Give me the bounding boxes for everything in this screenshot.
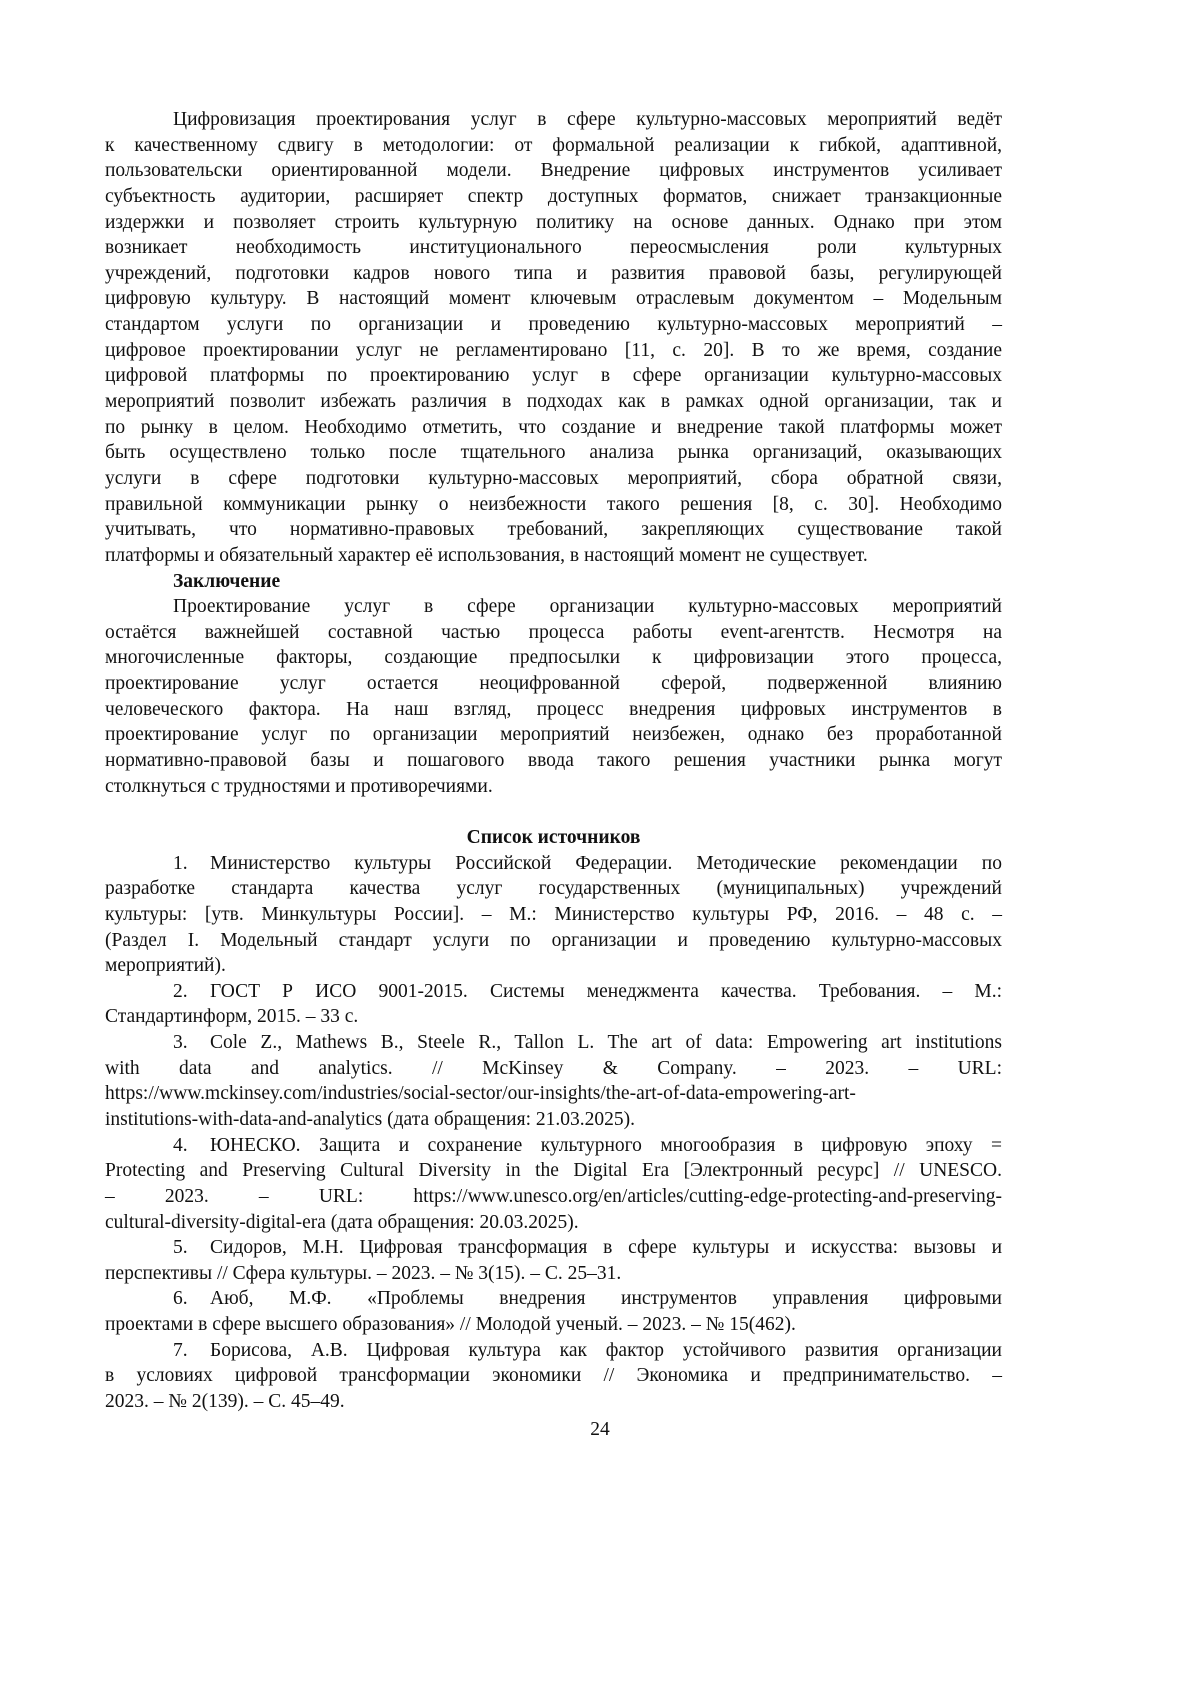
reference-number: 3.: [173, 1030, 210, 1056]
reference-item-line: [105, 1235, 1002, 1261]
paragraph-1-line: быть осуществлено только после тщательного анализа рынка организаций, оказывающих: [105, 440, 1002, 466]
reference-item-line: [105, 1056, 1002, 1082]
reference-item-line: [105, 1261, 1002, 1287]
paragraph-2-line: проектирование услуг по организации мероприятий неизбежен, однако без проработанной: [105, 722, 1002, 748]
reference-item-line: [105, 1286, 1002, 1312]
reference-text: Борисова, А.В. Цифровая культура как фактор устойчивого развития организации: [210, 1340, 1002, 1361]
reference-item-line: [105, 1030, 1002, 1056]
reference-item-line: [105, 1338, 1002, 1364]
conclusion-heading: Заключение: [105, 569, 1002, 595]
reference-number: 1.: [173, 851, 210, 877]
paragraph-2-line: столкнуться с трудностями и противоречиями.: [105, 774, 1002, 800]
reference-text: в условиях цифровой трансформации экономики // Экономика и предпринимательство. –: [105, 1365, 1002, 1386]
reference-text: Protecting and Preserving Cultural Diversity in the Digital Era [Электронный ресурс] // UNESCO.: [105, 1160, 1002, 1181]
blank-line: [105, 799, 1002, 825]
paragraph-1-line: издержки и позволяет строить культурную политику на основе данных. Однако при этом: [105, 210, 1002, 236]
reference-text: ЮНЕСКО. Защита и сохранение культурного многообразия в цифровую эпоху =: [210, 1135, 1002, 1156]
reference-text: 2023. – № 2(139). – С. 45–49.: [105, 1391, 345, 1412]
reference-item-line: [105, 1081, 1002, 1107]
reference-text: ГОСТ Р ИСО 9001-2015. Системы менеджмента качества. Требования. – М.:: [210, 981, 1002, 1002]
document-page: [105, 107, 1002, 1415]
reference-item-line: [105, 1004, 1002, 1030]
reference-item-line: [105, 1363, 1002, 1389]
reference-item-line: [105, 928, 1002, 954]
reference-text: cultural-diversity-digital-era (дата обращения: 20.03.2025).: [105, 1212, 579, 1233]
reference-text: разработке стандарта качества услуг государственных (муниципальных) учреждений: [105, 878, 1002, 899]
paragraph-1-line: правильной коммуникации рынку о неизбежности такого решения [8, с. 30]. Необходимо: [105, 492, 1002, 518]
reference-item-line: [105, 979, 1002, 1005]
reference-text: Cole Z., Mathews B., Steele R., Tallon L. The art of data: Empowering art institutions: [210, 1032, 1002, 1053]
reference-item-line: [105, 1312, 1002, 1338]
reference-text: перспективы // Сфера культуры. – 2023. – № 3(15). – С. 25–31.: [105, 1263, 621, 1284]
paragraph-1-line: по рынку в целом. Необходимо отметить, что создание и внедрение такой платформы может: [105, 415, 1002, 441]
paragraph-1-line: мероприятий позволит избежать различия в подходах как в рамках одной организации, так и: [105, 389, 1002, 415]
reference-item-line: [105, 1158, 1002, 1184]
paragraph-1-line: пользовательски ориентированной модели. Внедрение цифровых инструментов усиливает: [105, 158, 1002, 184]
reference-item-line: [105, 902, 1002, 928]
paragraph-2-line: человеческого фактора. На наш взгляд, процесс внедрения цифровых инструментов в: [105, 697, 1002, 723]
reference-item-line: [105, 1184, 1002, 1210]
reference-number: 4.: [173, 1133, 210, 1159]
reference-text: (Раздел I. Модельный стандарт услуги по организации и проведению культурно-массовых: [105, 930, 1002, 951]
page-number: 24: [0, 1419, 1200, 1441]
reference-item-line: [105, 1389, 1002, 1415]
paragraph-1-line: цифровое проектировании услуг не регламентировано [11, с. 20]. В то же время, создание: [105, 338, 1002, 364]
reference-text: Сидоров, М.Н. Цифровая трансформация в сфере культуры и искусства: вызовы и: [210, 1237, 1002, 1258]
paragraph-2-line: Проектирование услуг в сфере организации культурно-массовых мероприятий: [105, 594, 1002, 620]
paragraph-1-line: к качественному сдвигу в методологии: от формальной реализации к гибкой, адаптивной,: [105, 133, 1002, 159]
reference-text: проектами в сфере высшего образования» // Молодой ученый. – 2023. – № 15(462).: [105, 1314, 796, 1335]
paragraph-1-line: услуги в сфере подготовки культурно-массовых мероприятий, сбора обратной связи,: [105, 466, 1002, 492]
reference-text: https://www.mckinsey.com/industries/social-sector/our-insights/the-art-of-data-empowering-art-: [105, 1083, 856, 1104]
paragraph-2-line: нормативно-правовой базы и пошагового ввода такого решения участники рынка могут: [105, 748, 1002, 774]
references-title: Список источников: [105, 825, 1002, 851]
reference-number: 7.: [173, 1338, 210, 1364]
reference-number: 6.: [173, 1286, 210, 1312]
reference-item-line: [105, 876, 1002, 902]
paragraph-1-line: платформы и обязательный характер её использования, в настоящий момент не существует.: [105, 543, 1002, 569]
reference-text: мероприятий).: [105, 955, 226, 976]
paragraph-1-line: цифровую культуру. В настоящий момент ключевым отраслевым документом – Модельным: [105, 286, 1002, 312]
paragraph-1-line: Цифровизация проектирования услуг в сфере культурно-массовых мероприятий ведёт: [105, 107, 1002, 133]
paragraph-2-line: проектирование услуг остается неоцифрованной сферой, подверженной влиянию: [105, 671, 1002, 697]
paragraph-1-line: цифровой платформы по проектированию услуг в сфере организации культурно-массовых: [105, 363, 1002, 389]
reference-item-line: [105, 1133, 1002, 1159]
reference-text: Аюб, М.Ф. «Проблемы внедрения инструментов управления цифровыми: [210, 1288, 1002, 1309]
reference-text: with data and analytics. // McKinsey & Company. – 2023. – URL:: [105, 1058, 1002, 1079]
reference-item-line: [105, 1107, 1002, 1133]
reference-item-line: [105, 953, 1002, 979]
reference-item-line: [105, 851, 1002, 877]
reference-text: – 2023. – URL: https://www.unesco.org/en/articles/cutting-edge-protecting-and-preserving-: [105, 1186, 1002, 1207]
reference-text: institutions-with-data-and-analytics (дата обращения: 21.03.2025).: [105, 1109, 635, 1130]
paragraph-2-line: остаётся важнейшей составной частью процесса работы event-агентств. Несмотря на: [105, 620, 1002, 646]
reference-number: 2.: [173, 979, 210, 1005]
reference-number: 5.: [173, 1235, 210, 1261]
reference-text: Стандартинформ, 2015. – 33 с.: [105, 1006, 358, 1027]
paragraph-1-line: учреждений, подготовки кадров нового типа и развития правовой базы, регулирующей: [105, 261, 1002, 287]
reference-text: Министерство культуры Российской Федерации. Методические рекомендации по: [210, 853, 1002, 874]
paragraph-2-line: многочисленные факторы, создающие предпосылки к цифровизации этого процесса,: [105, 645, 1002, 671]
paragraph-1-line: возникает необходимость институционального переосмысления роли культурных: [105, 235, 1002, 261]
paragraph-1-line: стандартом услуги по организации и проведению культурно-массовых мероприятий –: [105, 312, 1002, 338]
paragraph-1-line: учитывать, что нормативно-правовых требований, закрепляющих существование такой: [105, 517, 1002, 543]
paragraph-1-line: субъектность аудитории, расширяет спектр доступных форматов, снижает транзакционные: [105, 184, 1002, 210]
reference-item-line: [105, 1210, 1002, 1236]
reference-text: культуры: [утв. Минкультуры России]. – М.: Министерство культуры РФ, 2016. – 48 с. –: [105, 904, 1002, 925]
